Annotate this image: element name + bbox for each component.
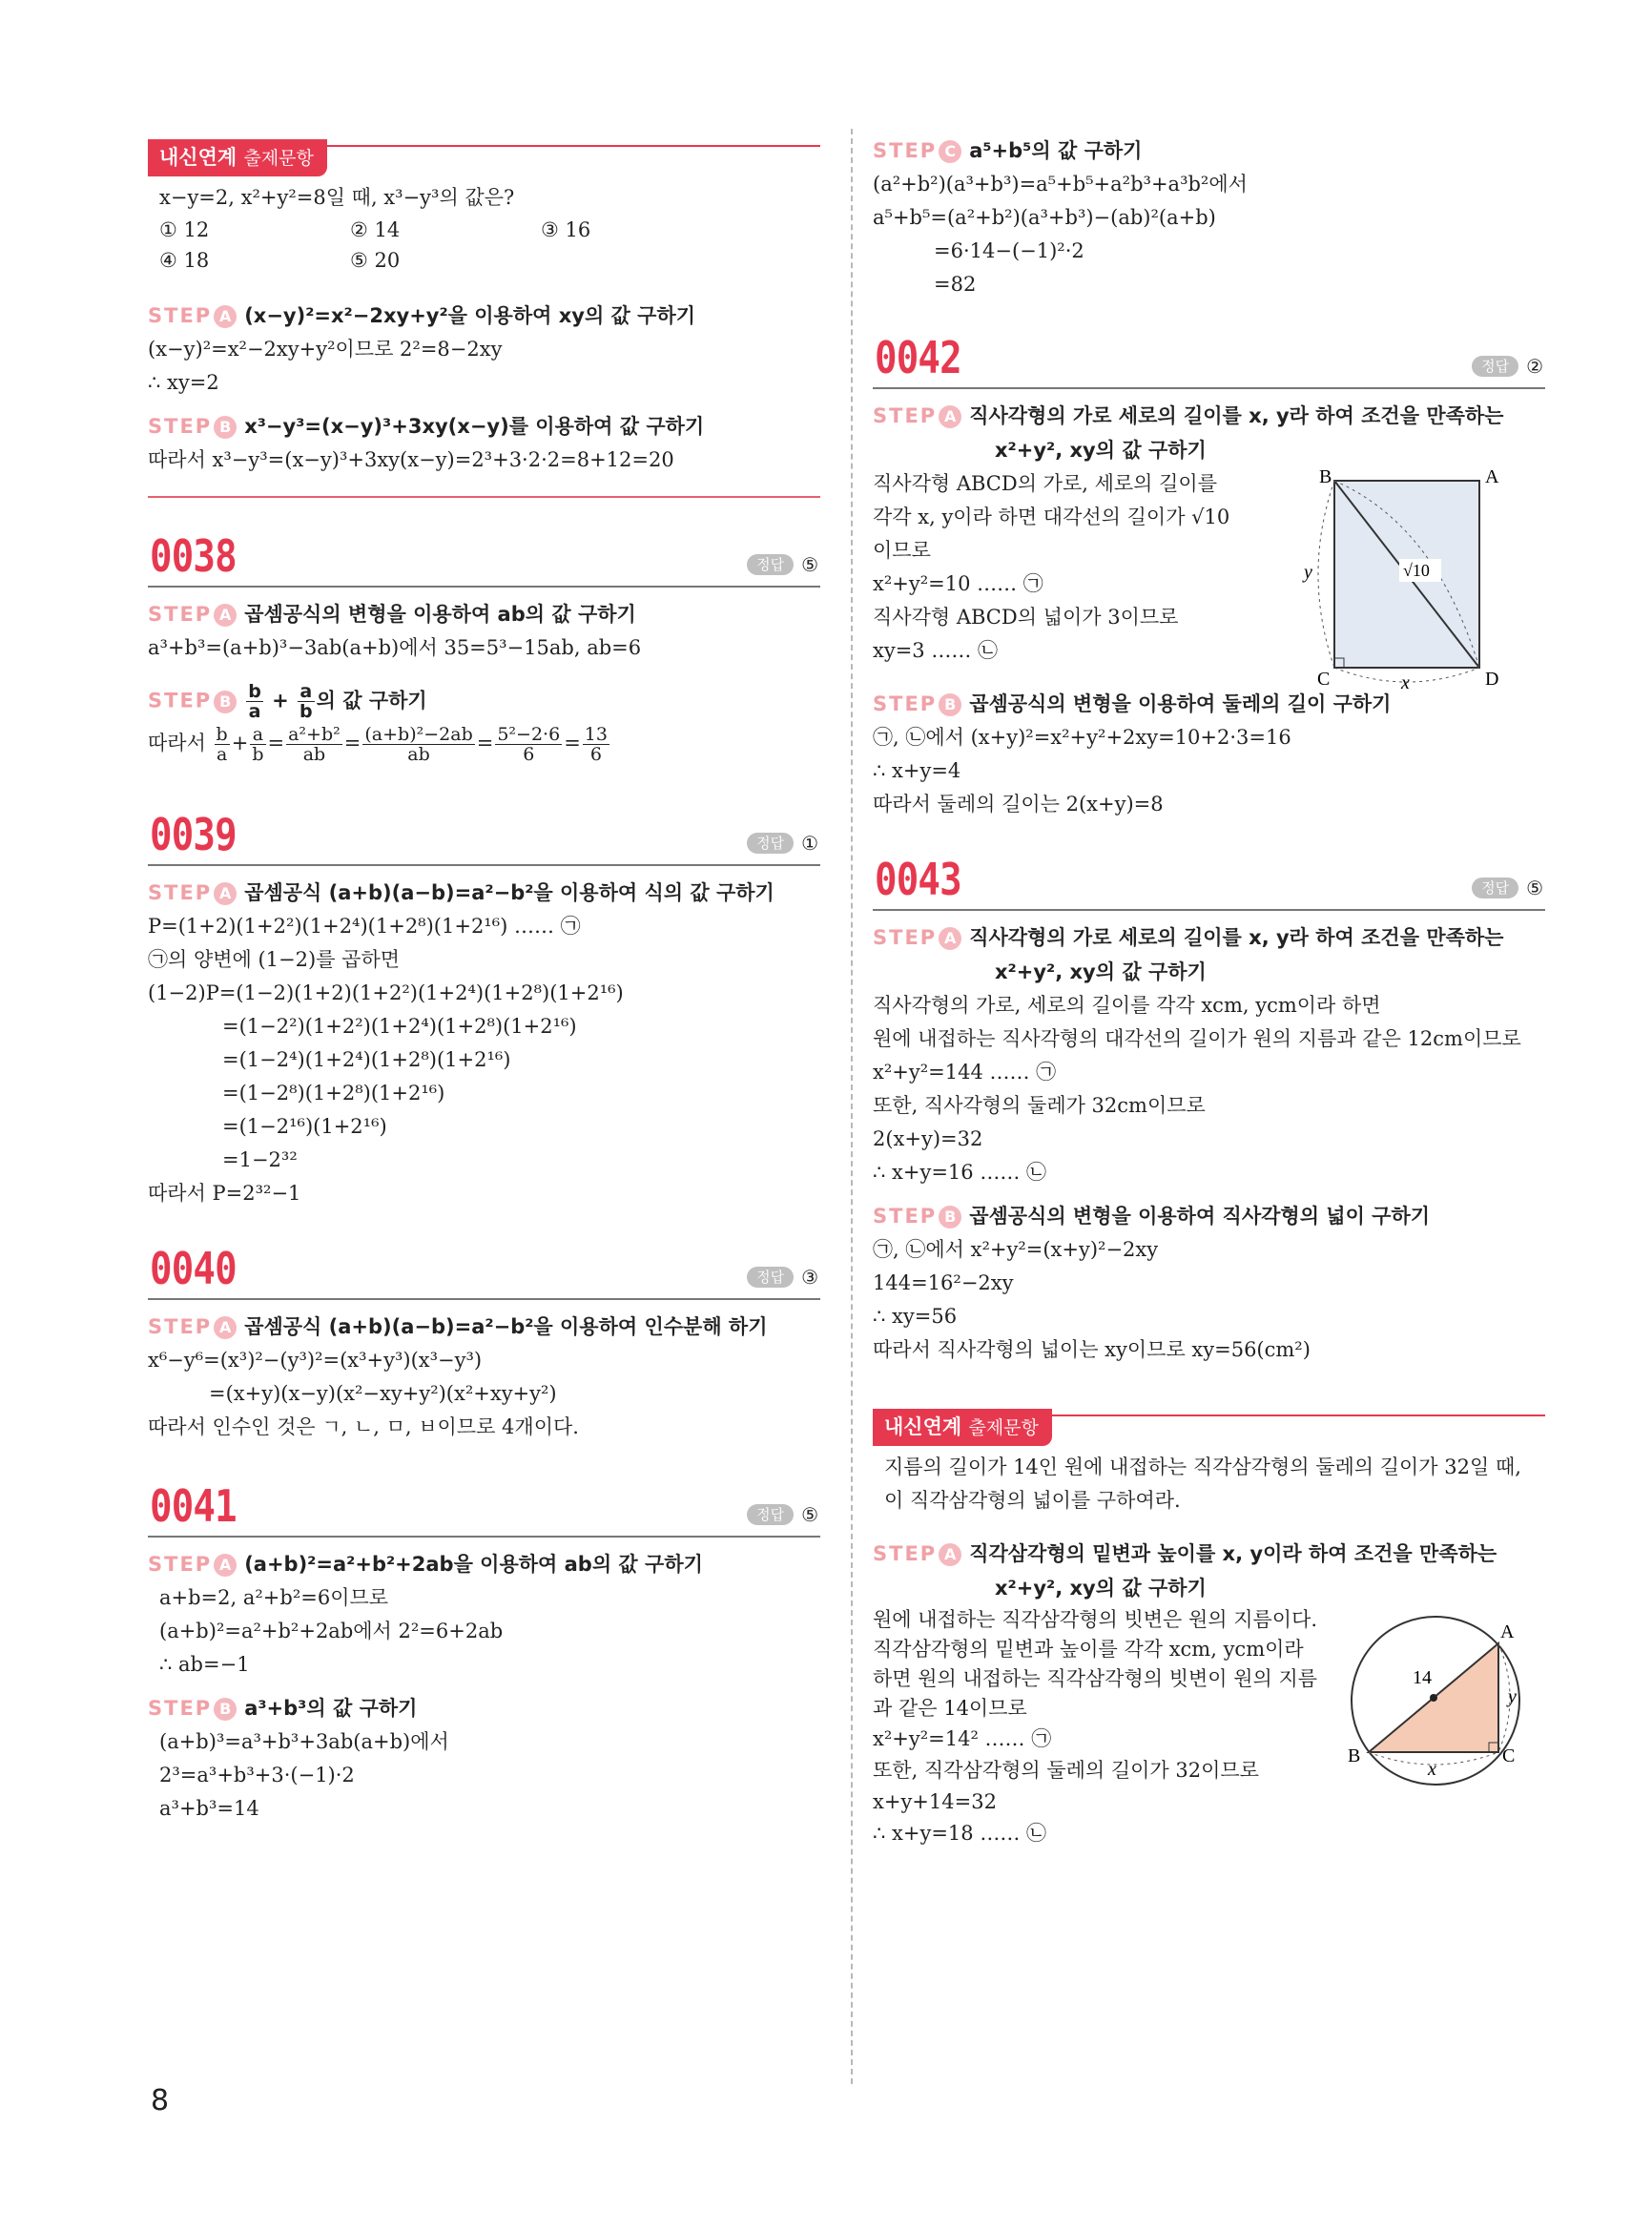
p0039-indent-line: =(1−2¹⁶)(1+2¹⁶) [222, 1115, 387, 1138]
answer-label: 정답 [747, 554, 794, 575]
step-a-badge: A [939, 927, 961, 950]
step-label: STEP [148, 415, 213, 438]
step-title: (a+b)²=a²+b²+2ab을 이용하여 ab의 값 구하기 [244, 1553, 703, 1576]
naesin2-question: 지름의 길이가 14인 원에 내접하는 직각삼각형의 둘레의 길이가 32일 때, [884, 1456, 1521, 1478]
p0042-line: x²+y²=10 …… ㉠ [873, 572, 1043, 595]
p0042-step-a-cont: x²+y², xy의 값 구하기 [995, 439, 1207, 462]
step-a-badge: A [214, 604, 237, 627]
answer-value: ⑤ [801, 553, 818, 576]
problem-number: 0039 [150, 809, 237, 860]
label-c: C [1317, 669, 1331, 690]
step-label: STEP [148, 881, 213, 904]
p0042-line: 직사각형 ABCD의 가로, 세로의 길이를 [873, 472, 1217, 495]
denominator: a [248, 701, 261, 722]
p0043-line: 따라서 직사각형의 넓이는 xy이므로 xy=56(cm²) [873, 1338, 1311, 1361]
step-label: STEP [148, 304, 213, 327]
step-b-badge: B [214, 1698, 237, 1721]
right-column [873, 134, 1545, 1853]
step-title: 곱셈공식 (a+b)(a−b)=a²−b²을 이용하여 식의 값 구하기 [244, 881, 774, 904]
step-label: STEP [148, 603, 213, 626]
step-title: a⁵+b⁵의 값 구하기 [969, 139, 1143, 162]
answer-label: 정답 [747, 1267, 794, 1288]
problem-number: 0043 [875, 854, 961, 905]
p0042-line: ∴ x+y=4 [873, 759, 961, 782]
naesin1-line: 따라서 x³−y³=(x−y)³+3xy(x−y)=2³+3·2·2=8+12=20 [148, 448, 674, 471]
label-c: C [1502, 1745, 1516, 1766]
p0041-line: (a+b)³=a³+b³+3ab(a+b)에서 [159, 1730, 449, 1753]
p0043-step-b [873, 1199, 1545, 1233]
naesin1-question: x−y=2, x²+y²=8일 때, x³−y³의 값은? [159, 186, 515, 209]
fraction [286, 725, 342, 764]
p0040-line: 따라서 인수인 것은 ㄱ, ㄴ, ㅁ, ㅂ이므로 4개이다. [148, 1415, 579, 1438]
step-label: STEP [148, 1697, 213, 1720]
circle-triangle-diagram [1331, 1605, 1531, 1796]
naesin2-body [873, 1605, 1545, 1853]
dashed-arc [1318, 481, 1334, 668]
step-label: STEP [873, 1542, 938, 1565]
p0039-line: P=(1+2)(1+2²)(1+2⁴)(1+2⁸)(1+2¹⁶) …… ㉠ [148, 915, 581, 938]
answer-value: ⑤ [1526, 877, 1543, 899]
label-a: A [1500, 1621, 1515, 1642]
naesin1-line: (x−y)²=x²−2xy+y²이므로 2²=8−2xy [148, 338, 503, 361]
answer-badge [1472, 877, 1543, 899]
label-y: y [1508, 1686, 1517, 1707]
choice-3: ③ 16 [541, 218, 591, 241]
naesin2-question: 이 직각삼각형의 넓이를 구하여라. [884, 1489, 1181, 1512]
p0039-indent-line: =(1−2⁴)(1+2⁴)(1+2⁸)(1+2¹⁶) [222, 1048, 511, 1071]
p0040-line: =(x+y)(x−y)(x²−xy+y²)(x²+xy+y²) [209, 1382, 557, 1405]
naesin1-step-a [148, 299, 820, 333]
fraction [250, 725, 265, 764]
p0039-step-a [148, 876, 820, 910]
naesin-tag [873, 1409, 1052, 1446]
naesin-tag-main: 내신연계 [884, 1415, 962, 1438]
answer-value: ⑤ [801, 1503, 818, 1526]
p0040-step-a [148, 1310, 820, 1344]
step-b-badge: B [214, 416, 237, 439]
p0041-line: a+b=2, a²+b²=6이므로 [159, 1586, 389, 1609]
naesin2-line: ∴ x+y=18 …… ㉡ [873, 1822, 1047, 1845]
step-title: 곱셈공식의 변형을 이용하여 ab의 값 구하기 [244, 603, 636, 626]
step-a-badge: A [214, 1554, 237, 1577]
p0041c-indent-line: =6·14−(−1)²·2 [934, 239, 1084, 262]
naesin2-line: 직각삼각형의 밑변과 높이를 각각 xcm, ycm이라 [873, 1638, 1304, 1661]
problem-number: 0042 [875, 332, 961, 383]
step-a-badge: A [939, 1543, 961, 1566]
p0042-body [873, 467, 1545, 692]
label-d: D [1485, 669, 1499, 690]
p0043-line: x²+y²=144 …… ㉠ [873, 1061, 1057, 1084]
step-label: STEP [873, 692, 938, 715]
answer-label: 정답 [1472, 878, 1518, 898]
label-diameter: 14 [1413, 1667, 1432, 1688]
prefix-text: 따라서 [148, 732, 206, 754]
p0043-line: ㉠, ㉡에서 x²+y²=(x+y)²−2xy [873, 1238, 1159, 1261]
naesin-tag-main: 내신연계 [159, 146, 237, 169]
p0042-line: 직사각형 ABCD의 넓이가 3이므로 [873, 606, 1179, 629]
p0039-final: 따라서 P=2³²−1 [148, 1182, 301, 1205]
answer-badge [747, 1503, 818, 1526]
denominator: b [299, 701, 313, 722]
p0041-step-b [148, 1691, 820, 1725]
step-label: STEP [148, 689, 213, 712]
p0042-step-a [873, 399, 1545, 433]
naesin2-line: x²+y²=14² …… ㉠ [873, 1727, 1052, 1750]
step-title: 직사각형의 가로 세로의 길이를 x, y라 하여 조건을 만족하는 [969, 404, 1504, 427]
label-x: x [1428, 1759, 1436, 1780]
step-title: 의 값 구하기 [316, 689, 427, 712]
p0039-line: ㉠의 양변에 (1−2)를 곱하면 [148, 948, 401, 971]
label-b: B [1348, 1745, 1361, 1766]
step-title: 곱셈공식의 변형을 이용하여 둘레의 길이 구하기 [969, 692, 1392, 715]
denominator: 6 [589, 744, 602, 765]
answer-label: 정답 [747, 1504, 794, 1525]
label-diagonal: √10 [1403, 561, 1430, 580]
numerator: b [248, 681, 261, 702]
step-label: STEP [148, 1315, 213, 1338]
step-a-badge: A [214, 305, 237, 328]
p0039-indent-line: =(1−2⁸)(1+2⁸)(1+2¹⁶) [222, 1082, 445, 1105]
section-rule [148, 496, 820, 498]
step-title: 곱셈공식 (a+b)(a−b)=a²−b²을 이용하여 인수분해 하기 [244, 1315, 768, 1338]
naesin-tag [148, 139, 327, 176]
step-label: STEP [873, 926, 938, 949]
problem-header-0042 [873, 328, 1545, 389]
naesin2-step-a [873, 1537, 1545, 1571]
naesin2-line: 또한, 직각삼각형의 둘레의 길이가 32이므로 [873, 1759, 1259, 1782]
p0040-line: x⁶−y⁶=(x³)²−(y³)²=(x³+y³)(x³−y³) [148, 1349, 483, 1372]
label-y: y [1304, 562, 1312, 583]
p0042-line: xy=3 …… ㉡ [873, 639, 999, 662]
p0041-step-a [148, 1547, 820, 1581]
fraction-b-over-a [246, 682, 263, 721]
step-label: STEP [873, 139, 938, 162]
label-b: B [1319, 467, 1332, 487]
step-a-badge: A [214, 1316, 237, 1339]
numerator: a [298, 682, 315, 702]
p0041-line: (a+b)²=a²+b²+2ab에서 2²=6+2ab [159, 1620, 504, 1642]
step-title: 직각삼각형의 밑변과 높이를 x, y이라 하여 조건을 만족하는 [969, 1542, 1497, 1565]
numerator: b [216, 724, 228, 745]
problem-number: 0038 [150, 530, 237, 582]
denominator: a [216, 744, 228, 765]
step-title: 곱셈공식의 변형을 이용하여 직사각형의 넓이 구하기 [969, 1205, 1431, 1228]
step-b-badge: B [939, 1206, 961, 1229]
p0039-indent-line: =1−2³² [222, 1148, 298, 1171]
problem-header-0039 [148, 805, 820, 866]
step-c-badge: C [939, 140, 961, 163]
naesin-tag-sub: 출제문항 [243, 148, 314, 169]
step-label: STEP [148, 1553, 213, 1576]
naesin-header-2 [873, 1409, 1545, 1451]
p0041-step-c [873, 134, 1545, 168]
p0041-line: a³+b³=14 [159, 1797, 259, 1820]
p0043-line: 원에 내접하는 직사각형의 대각선의 길이가 원의 지름과 같은 12cm이므로 [873, 1027, 1521, 1050]
answer-label: 정답 [1472, 356, 1518, 377]
denominator: ab [407, 744, 430, 765]
step-label: STEP [873, 404, 938, 427]
fraction [215, 725, 230, 764]
problem-header-0040 [148, 1239, 820, 1300]
p0043-step-a-cont: x²+y², xy의 값 구하기 [995, 960, 1207, 983]
numerator: (a+b)²−2ab [364, 724, 473, 745]
step-title: x³−y³=(x−y)³+3xy(x−y)를 이용하여 값 구하기 [244, 415, 705, 438]
denominator: b [252, 744, 264, 765]
choice-1: ① 12 [159, 218, 210, 241]
problem-number: 0041 [150, 1480, 237, 1532]
p0042-line: 이므로 [873, 539, 931, 562]
p0043-line: 2(x+y)=32 [873, 1127, 983, 1150]
answer-value: ① [801, 832, 818, 855]
p0042-line: 따라서 둘레의 길이는 2(x+y)=8 [873, 793, 1164, 816]
label-x: x [1401, 672, 1410, 692]
p0041c-indent-line: =82 [934, 273, 977, 296]
step-label: STEP [873, 1205, 938, 1228]
step-b-badge: B [939, 693, 961, 716]
answer-badge [747, 1266, 818, 1289]
problem-header-0041 [148, 1476, 820, 1538]
p0042-line: 각각 x, y이라 하면 대각선의 길이가 √10 [873, 506, 1230, 528]
answer-badge [747, 832, 818, 855]
step-b-badge: B [214, 691, 237, 713]
p0043-line: ∴ x+y=16 …… ㉡ [873, 1161, 1047, 1184]
p0041-line: 2³=a³+b³+3·(−1)·2 [159, 1764, 355, 1786]
p0041-line: ∴ ab=−1 [159, 1653, 250, 1676]
step-a-badge: A [939, 405, 961, 428]
answer-value: ② [1526, 355, 1543, 378]
problem-header-0038 [148, 527, 820, 588]
p0038-step-b: STEP B $\frac{b}{a}$ + $\frac{a}{b}$ 의 값 구하기 [148, 681, 427, 722]
naesin2-line: x+y+14=32 [873, 1790, 997, 1813]
p0039-line: (1−2)P=(1−2)(1+2)(1+2²)(1+2⁴)(1+2⁸)(1+2¹⁶) [148, 981, 624, 1004]
p0043-line: ∴ xy=56 [873, 1305, 958, 1328]
step-title: 직사각형의 가로 세로의 길이를 x, y라 하여 조건을 만족하는 [969, 926, 1504, 949]
p0043-line: 또한, 직사각형의 둘레가 32cm이므로 [873, 1094, 1206, 1117]
choice-2: ② 14 [350, 218, 401, 241]
naesin2-step-a-cont: x²+y², xy의 값 구하기 [995, 1577, 1207, 1600]
step-title: (x−y)²=x²−2xy+y²을 이용하여 xy의 값 구하기 [244, 304, 696, 327]
numerator: 5²−2·6 [497, 724, 561, 745]
denominator: 6 [523, 744, 535, 765]
p0038-line: a³+b³=(a+b)³−3ab(a+b)에서 35=5³−15ab, ab=6 [148, 636, 642, 659]
choice-4: ④ 18 [159, 249, 210, 272]
step-a-badge: A [214, 882, 237, 905]
naesin1-choices [148, 215, 820, 276]
p0043-line: 직사각형의 가로, 세로의 길이를 각각 xcm, ycm이라 하면 [873, 994, 1381, 1017]
numerator: a [250, 725, 265, 745]
p0042-line: ㉠, ㉡에서 (x+y)²=x²+y²+2xy=10+2·3=16 [873, 726, 1291, 749]
numerator: 13 [584, 724, 608, 745]
problem-header-0043 [873, 850, 1545, 911]
p0041c-line: (a²+b²)(a³+b³)=a⁵+b⁵+a²b³+a³b²에서 [873, 173, 1248, 196]
p0038-step-a [148, 597, 820, 631]
naesin-header-1 [148, 139, 820, 181]
p0042-step-b [873, 687, 1545, 721]
left-column [148, 134, 820, 1826]
naesin2-line: 하면 원의 내접하는 직각삼각형의 빗변이 원의 지름 [873, 1667, 1318, 1690]
problem-number: 0040 [150, 1243, 237, 1294]
fraction-a-over-b [298, 682, 315, 721]
fraction [362, 725, 474, 764]
denominator: ab [302, 744, 326, 765]
rectangle-diagram [1292, 467, 1531, 692]
answer-badge [1472, 355, 1543, 378]
p0043-step-a [873, 920, 1545, 955]
naesin1-line: ∴ xy=2 [148, 371, 219, 394]
step-title: a³+b³의 값 구하기 [244, 1697, 418, 1720]
p0038-fraction-line: 따라서 $\frac{b}{a}$ + $\frac{a}{b}$ = $\frac{\text{a²+b²}}{ab}$ = $\frac{\text{(a+b)²−2ab}}{ab}$ = $\frac{\text{5²−2·6}}{6}$ = $\frac{13}{6}$ [148, 724, 608, 765]
naesin1-step-b [148, 409, 820, 444]
answer-badge [747, 553, 818, 576]
page-number: 8 [151, 2084, 170, 2117]
column-divider [851, 129, 853, 2084]
p0041c-line: a⁵+b⁵=(a²+b²)(a³+b³)−(ab)²(a+b) [873, 206, 1216, 229]
answer-value: ③ [801, 1266, 818, 1289]
p0039-indent-line: =(1−2²)(1+2²)(1+2⁴)(1+2⁸)(1+2¹⁶) [222, 1015, 577, 1038]
naesin2-line: 과 같은 14이므로 [873, 1697, 1027, 1720]
numerator: a²+b² [288, 724, 341, 745]
choice-5: ⑤ 20 [350, 249, 401, 272]
center-point [1430, 1694, 1437, 1702]
naesin-tag-sub: 출제문항 [968, 1417, 1039, 1438]
label-a: A [1485, 467, 1499, 487]
p0043-line: 144=16²−2xy [873, 1271, 1014, 1294]
fraction [583, 725, 609, 764]
fraction [495, 725, 562, 764]
naesin2-line: 원에 내접하는 직각삼각형의 빗변은 원의 지름이다. [873, 1608, 1318, 1631]
answer-label: 정답 [747, 833, 794, 854]
